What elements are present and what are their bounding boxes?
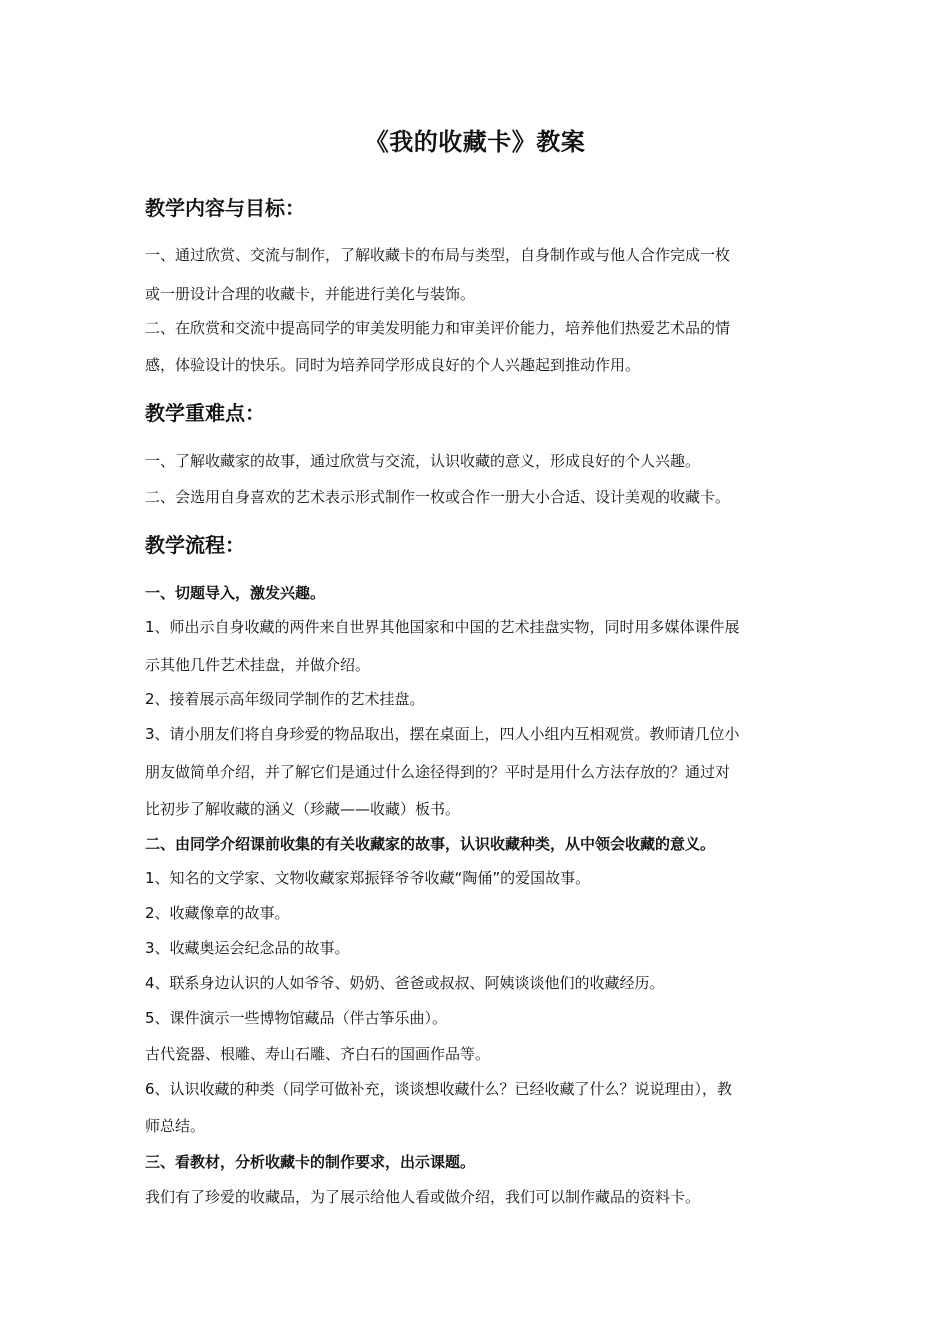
paragraph-line: 1、师出示自身收藏的两件来自世界其他国家和中国的艺术挂盘实物，同时用多媒体课件展 [145,618,740,636]
paragraph-line: 3、请小朋友们将自身珍爱的物品取出，摆在桌面上，四人小组内互相观赏。教师请几位小 [145,725,740,743]
paragraph-line: 3、收藏奥运会纪念品的故事。 [145,939,350,957]
paragraph-line: 比初步了解收藏的涵义（珍藏——收藏）板书。 [145,800,461,818]
paragraph-line: 二、会选用自身喜欢的艺术表示形式制作一枚或合作一册大小合适、设计美观的收藏卡。 [145,488,731,506]
section-heading-goals: 教学内容与目标： [145,196,305,220]
paragraph-line: 4、联系身边认识的人如爷爷、奶奶、爸爸或叔叔、阿姨谈谈他们的收藏经历。 [145,974,665,992]
paragraph-line: 感，体验设计的快乐。同时为培养同学形成良好的个人兴趣起到推动作用。 [145,356,641,374]
paragraph-line: 5、课件演示一些博物馆藏品（伴古筝乐曲）。 [145,1009,448,1027]
paragraph-line: 二、在欣赏和交流中提高同学的审美发明能力和审美评价能力，培养他们热爱艺术品的情 [145,319,731,337]
paragraph-line: 1、知名的文学家、文物收藏家郑振铎爷爷收藏“陶俑”的爱国故事。 [145,869,591,887]
paragraph-line: 2、收藏像章的故事。 [145,904,290,922]
section-heading-difficulties: 教学重难点： [145,401,265,425]
document-title: 《我的收藏卡》教案 [364,128,586,156]
paragraph-line: 6、认识收藏的种类（同学可做补充，谈谈想收藏什么？已经收藏了什么？说说理由），教 [145,1080,733,1098]
paragraph-line: 或一册设计合理的收藏卡，并能进行美化与装饰。 [145,285,476,303]
paragraph-line: 师总结。 [145,1117,206,1135]
paragraph-line: 示其他几件艺术挂盘，并做介绍。 [145,656,371,674]
paragraph-line: 一、通过欣赏、交流与制作，了解收藏卡的布局与类型，自身制作或与他人合作完成一枚 [145,246,731,264]
paragraph-line: 2、接着展示高年级同学制作的艺术挂盘。 [145,690,425,708]
step-title-1: 一、切题导入，激发兴趣。 [145,584,326,602]
section-heading-process: 教学流程： [145,533,245,557]
paragraph-line: 一、了解收藏家的故事，通过欣赏与交流，认识收藏的意义，形成良好的个人兴趣。 [145,452,701,470]
paragraph-line: 古代瓷器、根雕、寿山石雕、齐白石的国画作品等。 [145,1045,491,1063]
paragraph-line: 朋友做简单介绍，并了解它们是通过什么途径得到的？平时是用什么方法存放的？通过对 [145,763,731,781]
step-title-3: 三、看教材，分析收藏卡的制作要求，出示课题。 [145,1153,476,1171]
step-title-2: 二、由同学介绍课前收集的有关收藏家的故事，认识收藏种类，从中领会收藏的意义。 [145,835,716,853]
paragraph-line: 我们有了珍爱的收藏品，为了展示给他人看或做介绍，我们可以制作藏品的资料卡。 [145,1188,701,1206]
